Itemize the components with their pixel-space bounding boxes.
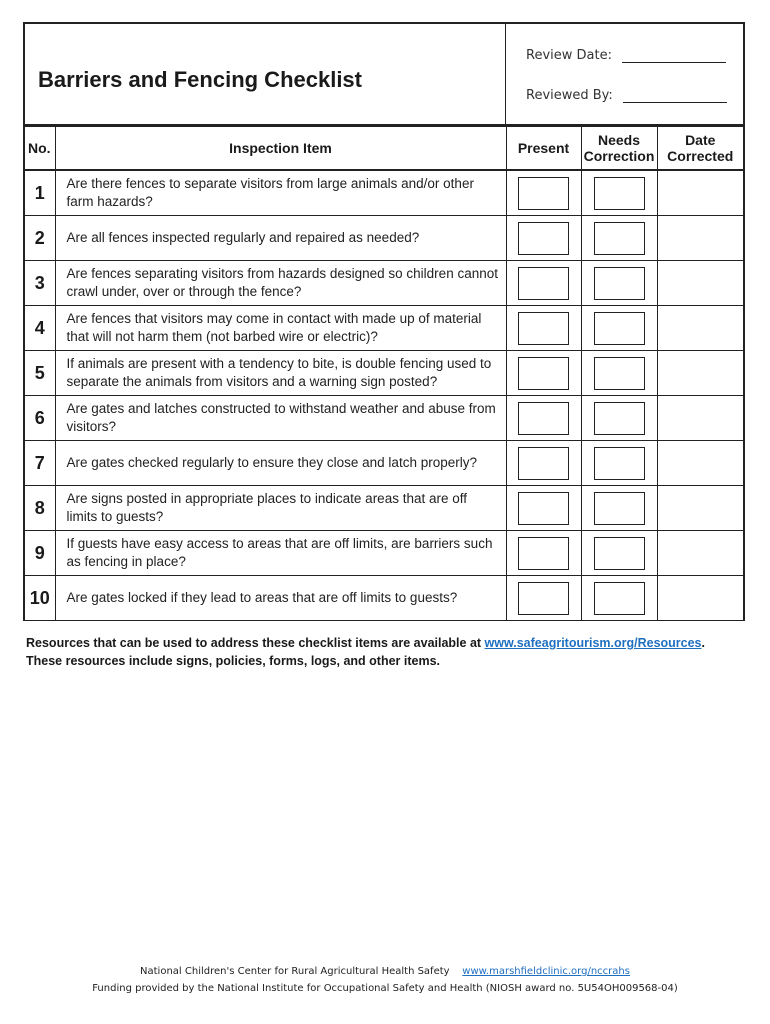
present-checkbox[interactable] <box>518 537 569 570</box>
table-row <box>25 531 743 576</box>
footer-org: National Children's Center for Rural Agricultural Health Safety <box>140 966 450 977</box>
needs-correction-cell <box>581 306 657 351</box>
present-checkbox[interactable] <box>518 267 569 300</box>
inspection-item-text: If animals are present with a tendency to bite, is double fencing used to separate the animals from visitors and a warning sign posted? <box>55 351 506 396</box>
needs-correction-cell <box>581 261 657 306</box>
review-date-field[interactable] <box>622 50 726 63</box>
present-checkbox[interactable] <box>518 312 569 345</box>
item-number: 6 <box>25 396 55 441</box>
needs-correction-checkbox[interactable] <box>594 492 645 525</box>
table-row <box>25 351 743 396</box>
inspection-item-text: Are all fences inspected regularly and repaired as needed? <box>55 216 506 261</box>
present-checkbox[interactable] <box>518 447 569 480</box>
item-number: 8 <box>25 486 55 531</box>
review-date-label: Review Date: <box>526 48 612 63</box>
needs-correction-cell <box>581 396 657 441</box>
item-number: 9 <box>25 531 55 576</box>
item-number: 3 <box>25 261 55 306</box>
present-cell <box>506 216 581 261</box>
inspection-item-text: Are gates and latches constructed to withstand weather and abuse from visitors? <box>55 396 506 441</box>
item-number: 1 <box>25 170 55 216</box>
resources-suffix: . <box>701 636 705 650</box>
present-cell <box>506 170 581 216</box>
present-checkbox[interactable] <box>518 357 569 390</box>
present-cell <box>506 396 581 441</box>
needs-correction-checkbox[interactable] <box>594 537 645 570</box>
table-row <box>25 306 743 351</box>
page-title: Barriers and Fencing Checklist <box>38 67 362 92</box>
column-header-needs-correction: Needs Correction <box>581 127 657 171</box>
table-row <box>25 576 743 621</box>
present-cell <box>506 576 581 621</box>
present-checkbox[interactable] <box>518 582 569 615</box>
inspection-item-text: If guests have easy access to areas that are off limits, are barriers such as fencing in place? <box>55 531 506 576</box>
column-header-date-corrected: Date Corrected <box>657 127 743 171</box>
date-corrected-field[interactable] <box>657 351 743 396</box>
reviewed-by-field[interactable] <box>623 90 727 103</box>
inspection-item-text: Are gates checked regularly to ensure they close and latch properly? <box>55 441 506 486</box>
reviewed-by-label: Reviewed By: <box>526 88 613 103</box>
needs-correction-cell <box>581 441 657 486</box>
item-number: 2 <box>25 216 55 261</box>
table-row <box>25 396 743 441</box>
present-checkbox[interactable] <box>518 402 569 435</box>
item-number: 10 <box>25 576 55 621</box>
item-number: 5 <box>25 351 55 396</box>
date-corrected-field[interactable] <box>657 261 743 306</box>
needs-correction-checkbox[interactable] <box>594 312 645 345</box>
footer-funding: Funding provided by the National Institute for Occupational Safety and Health (NIOSH award no. 5U54OH009568-04) <box>92 983 678 994</box>
needs-correction-cell <box>581 576 657 621</box>
title-cell <box>25 24 506 124</box>
present-checkbox[interactable] <box>518 492 569 525</box>
date-corrected-field[interactable] <box>657 441 743 486</box>
present-cell <box>506 441 581 486</box>
checklist-table <box>25 126 743 621</box>
table-row <box>25 170 743 216</box>
inspection-item-text: Are there fences to separate visitors from large animals and/or other farm hazards? <box>55 170 506 216</box>
present-cell <box>506 486 581 531</box>
inspection-item-text: Are fences that visitors may come in contact with made up of material that will not harm them (not barbed wire or electric)? <box>55 306 506 351</box>
present-checkbox[interactable] <box>518 177 569 210</box>
present-cell <box>506 351 581 396</box>
date-corrected-field[interactable] <box>657 486 743 531</box>
inspection-item-text: Are signs posted in appropriate places to indicate areas that are off limits to guests? <box>55 486 506 531</box>
column-header-no: No. <box>25 127 55 171</box>
present-cell <box>506 306 581 351</box>
item-number: 7 <box>25 441 55 486</box>
date-corrected-field[interactable] <box>657 306 743 351</box>
needs-correction-checkbox[interactable] <box>594 447 645 480</box>
needs-correction-cell <box>581 531 657 576</box>
inspection-item-text: Are fences separating visitors from hazards designed so children cannot crawl under, over or through the fence? <box>55 261 506 306</box>
date-corrected-field[interactable] <box>657 576 743 621</box>
table-row <box>25 216 743 261</box>
footer-org-link[interactable]: www.marshfieldclinic.org/nccrahs <box>462 966 630 977</box>
footer-org-line <box>0 966 770 977</box>
checklist-sheet <box>23 22 745 621</box>
needs-correction-cell <box>581 351 657 396</box>
needs-correction-checkbox[interactable] <box>594 402 645 435</box>
needs-correction-checkbox[interactable] <box>594 357 645 390</box>
reviewed-by-row <box>526 88 727 103</box>
table-header-row <box>25 127 743 171</box>
item-number: 4 <box>25 306 55 351</box>
needs-correction-cell <box>581 486 657 531</box>
date-corrected-field[interactable] <box>657 531 743 576</box>
date-corrected-field[interactable] <box>657 216 743 261</box>
date-corrected-field[interactable] <box>657 170 743 216</box>
table-row <box>25 441 743 486</box>
needs-correction-cell <box>581 170 657 216</box>
needs-correction-checkbox[interactable] <box>594 222 645 255</box>
present-checkbox[interactable] <box>518 222 569 255</box>
needs-correction-checkbox[interactable] <box>594 267 645 300</box>
column-header-inspection-item: Inspection Item <box>55 127 506 171</box>
date-corrected-field[interactable] <box>657 396 743 441</box>
resources-line-1 <box>26 634 746 652</box>
header <box>25 24 743 126</box>
table-row <box>25 486 743 531</box>
column-header-present: Present <box>506 127 581 171</box>
review-date-row <box>526 48 726 63</box>
resources-note <box>26 634 746 670</box>
review-cell <box>506 24 743 124</box>
resources-prefix: Resources that can be used to address these checklist items are available at <box>26 636 485 650</box>
needs-correction-cell <box>581 216 657 261</box>
resources-line-2: These resources include signs, policies, forms, logs, and other items. <box>26 654 441 668</box>
present-cell <box>506 531 581 576</box>
inspection-item-text: Are gates locked if they lead to areas that are off limits to guests? <box>55 576 506 621</box>
present-cell <box>506 261 581 306</box>
resources-link[interactable]: www.safeagritourism.org/Resources <box>484 636 702 650</box>
needs-correction-checkbox[interactable] <box>594 582 645 615</box>
needs-correction-checkbox[interactable] <box>594 177 645 210</box>
table-row <box>25 261 743 306</box>
